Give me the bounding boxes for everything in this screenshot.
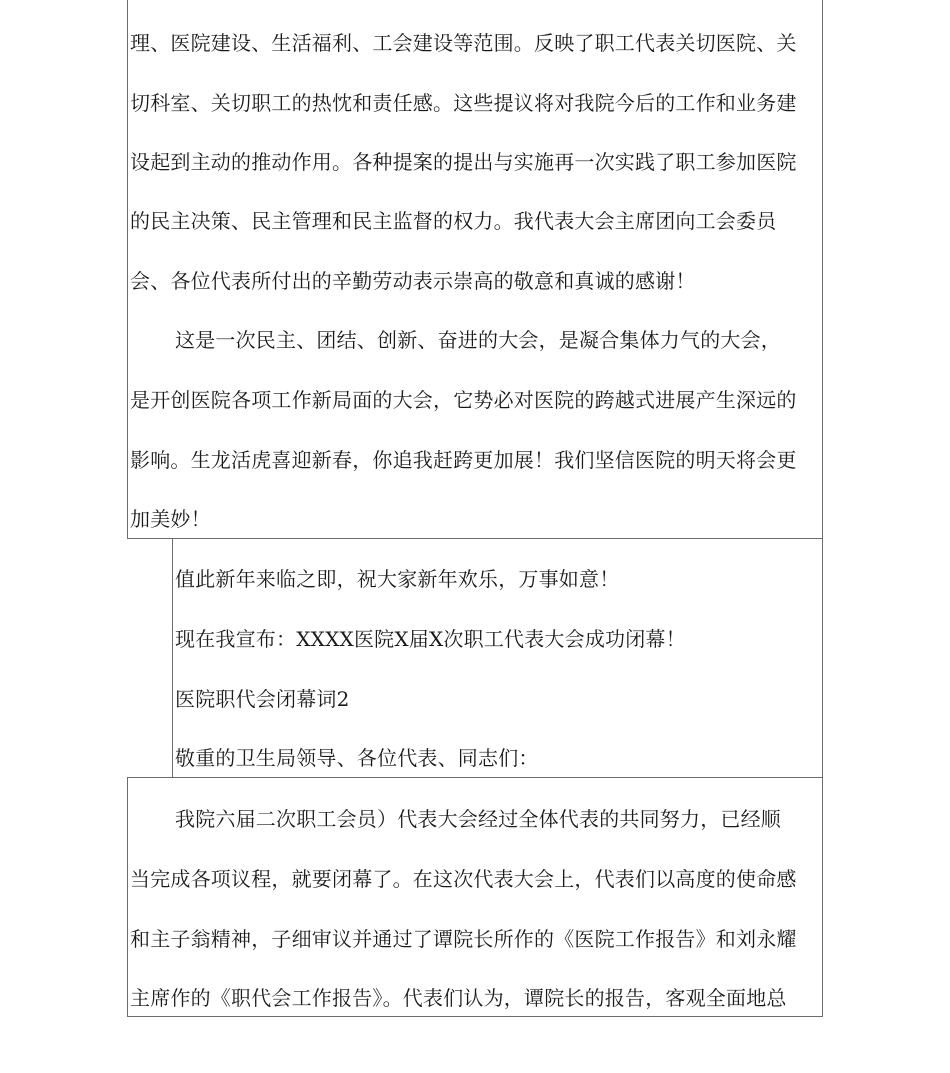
paragraph-line: 这是一次民主、团结、创新、奋进的大会，是凝合集体力气的大会， <box>175 328 781 352</box>
paragraph-line: 切科室、关切职工的热忱和责任感。这些提议将对我院今后的工作和业务建 <box>130 91 797 115</box>
paragraph-line: 会、各位代表所付出的辛勤劳动表示崇高的敬意和真诚的感谢！ <box>130 269 696 293</box>
paragraph-line: 加美妙！ <box>130 507 211 531</box>
paragraph-line: 影响。生龙活虎喜迎新春，你追我赶跨更加展！我们坚信医院的明天将会更 <box>130 448 797 472</box>
salutation: 敬重的卫生局领导、各位代表、同志们： <box>175 746 539 770</box>
paragraph-line: 现在我宣布：XXXX医院X届X次职工代表大会成功闭幕！ <box>175 627 686 651</box>
section-heading: 医院职代会闭幕词2 <box>175 687 350 711</box>
paragraph-line: 理、医院建设、生活福利、工会建设等范围。反映了职工代表关切医院、关 <box>130 31 797 55</box>
paragraph-line: 的民主决策、民主管理和民主监督的权力。我代表大会主席团向工会委员 <box>130 209 777 233</box>
paragraph-line: 当完成各项议程，就要闭幕了。在这次代表大会上，代表们以高度的使命感 <box>130 867 797 891</box>
paragraph-line: 设起到主动的推动作用。各种提案的提出与实施再一次实践了职工参加医院 <box>130 150 797 174</box>
paragraph-line: 值此新年来临之即，祝大家新年欢乐，万事如意！ <box>175 567 620 591</box>
paragraph-line: 我院六届二次职工会员）代表大会经过全体代表的共同努力，已经顺 <box>175 807 781 831</box>
paragraph-line: 和主子翁精神，子细审议并通过了谭院长所作的《医院工作报告》和刘永耀 <box>130 927 797 951</box>
paragraph-line: 主席作的《职代会工作报告》。代表们认为，谭院长的报告，客观全面地总 <box>130 986 787 1010</box>
paragraph-line: 是开创医院各项工作新局面的大会，它势必对医院的跨越式进展产生深远的 <box>130 388 797 412</box>
